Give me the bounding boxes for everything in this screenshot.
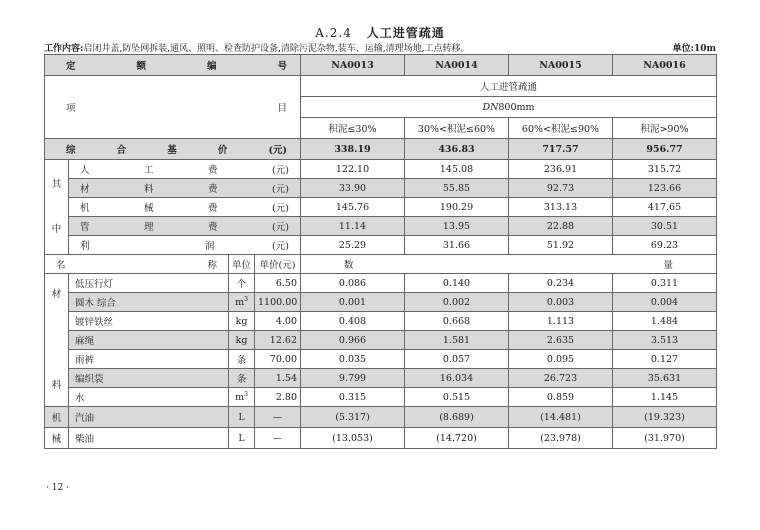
breakdown-value: 22.88 (509, 217, 613, 236)
breakdown-value: 92.73 (509, 179, 613, 198)
breakdown-row (45, 160, 717, 179)
material-unit-cell (229, 293, 255, 312)
work-content-text: 启闭井盖,防坠网拆装,通风、照明、检查防护设备,清除污泥杂物,装车、运输,清理场地,工点转移。 (83, 44, 470, 54)
base-price-label: 综 合 基 价 (元) (66, 145, 287, 156)
machinery-name: 柴油 (69, 428, 229, 449)
breakdown-value: 145.76 (301, 198, 405, 217)
group-char-top: 其 (51, 178, 62, 190)
material-row (45, 388, 717, 407)
base-price-value: 436.83 (405, 139, 509, 160)
breakdown-label: 人 工 费 (元) (80, 165, 289, 176)
dn-suffix: 800mm (498, 101, 535, 113)
breakdown-label: 材 料 费 (元) (80, 184, 289, 195)
material-unit: 个 (229, 274, 255, 293)
machinery-price: — (255, 407, 301, 428)
breakdown-value: 33.90 (301, 179, 405, 198)
page-number: · 12 · (46, 483, 69, 493)
breakdown-row (45, 198, 717, 217)
material-qty: 0.095 (509, 350, 613, 369)
material-row (45, 350, 717, 369)
breakdown-value: 69.23 (613, 236, 717, 255)
name-header-cell (45, 255, 229, 274)
material-row (45, 293, 717, 312)
material-group-cell (45, 274, 69, 407)
breakdown-value: 30.51 (613, 217, 717, 236)
material-qty: 0.035 (301, 350, 405, 369)
work-content (44, 41, 470, 54)
material-qty: 1.113 (509, 312, 613, 331)
breakdown-value: 122.10 (301, 160, 405, 179)
breakdown-label-cell (69, 160, 301, 179)
machinery-qty: (13.053) (301, 428, 405, 449)
material-unit: kg (229, 331, 255, 350)
material-price: 1.54 (255, 369, 301, 388)
condition-cell: 30%<积泥≤60% (405, 118, 509, 139)
breakdown-value: 190.29 (405, 198, 509, 217)
item-label-cell (45, 76, 301, 139)
unit-price-header: 单价(元) (255, 255, 301, 274)
material-qty: 0.668 (405, 312, 509, 331)
material-qty: 2.635 (509, 331, 613, 350)
group-char-top: 材 (51, 288, 62, 300)
material-qty: 0.002 (405, 293, 509, 312)
work-content-line (44, 41, 716, 54)
condition-cell: 积泥>90% (613, 118, 717, 139)
breakdown-label-cell (69, 217, 301, 236)
condition-cell: 60%<积泥≤90% (509, 118, 613, 139)
machinery-unit: L (229, 428, 255, 449)
unit-superscript: 3 (244, 390, 248, 398)
material-qty: 1.145 (613, 388, 717, 407)
code-cell: NA0016 (613, 55, 717, 76)
work-content-label: 工作内容: (44, 44, 84, 54)
category-cell: 人工进管疏通 (301, 76, 717, 97)
machinery-qty: (8.689) (405, 407, 509, 428)
machinery-row (45, 407, 717, 428)
breakdown-value: 51.92 (509, 236, 613, 255)
code-cell: NA0013 (301, 55, 405, 76)
base-price-value: 338.19 (301, 139, 405, 160)
material-price: 6.50 (255, 274, 301, 293)
category-row (45, 76, 717, 97)
breakdown-value: 31.66 (405, 236, 509, 255)
quota-table (44, 54, 717, 449)
machinery-qty: (31.970) (613, 428, 717, 449)
breakdown-value: 417.65 (613, 198, 717, 217)
section-name: 人工进管疏通 (366, 26, 445, 40)
resource-header-row (45, 255, 717, 274)
material-qty: 0.057 (405, 350, 509, 369)
item-label: 项 目 (66, 103, 287, 114)
base-price-value: 717.57 (509, 139, 613, 160)
unit-header: 单位 (229, 255, 255, 274)
code-cell: NA0015 (509, 55, 613, 76)
breakdown-value: 236.91 (509, 160, 613, 179)
machinery-group-bottom: 械 (45, 428, 69, 449)
material-qty: 0.859 (509, 388, 613, 407)
material-row (45, 331, 717, 350)
material-name: 水 (69, 388, 229, 407)
breakdown-label: 管 理 费 (元) (80, 222, 289, 233)
material-qty: 26.723 (509, 369, 613, 388)
breakdown-value: 13.95 (405, 217, 509, 236)
machinery-qty: (14.481) (509, 407, 613, 428)
material-qty: 0.086 (301, 274, 405, 293)
machinery-row (45, 428, 717, 449)
material-qty: 35.631 (613, 369, 717, 388)
breakdown-value: 123.66 (613, 179, 717, 198)
code-row (45, 55, 717, 76)
name-header: 名 称 (56, 260, 217, 271)
breakdown-label-cell (69, 198, 301, 217)
breakdown-group-cell (45, 160, 69, 255)
material-qty: 0.001 (301, 293, 405, 312)
quantity-header: 数 量 (344, 260, 673, 271)
code-label: 定 额 编 号 (66, 61, 287, 72)
unit-superscript: 3 (244, 295, 248, 303)
material-qty: 0.311 (613, 274, 717, 293)
material-unit: 条 (229, 350, 255, 369)
material-qty: 0.003 (509, 293, 613, 312)
section-title (0, 24, 760, 41)
material-qty: 0.315 (301, 388, 405, 407)
breakdown-value: 25.29 (301, 236, 405, 255)
machinery-qty: (14.720) (405, 428, 509, 449)
material-qty: 0.408 (301, 312, 405, 331)
base-price-row (45, 139, 717, 160)
machinery-group-top: 机 (45, 407, 69, 428)
base-price-value: 956.77 (613, 139, 717, 160)
group-char-bottom: 料 (51, 379, 62, 391)
breakdown-row (45, 217, 717, 236)
material-qty: 0.127 (613, 350, 717, 369)
material-qty: 16.034 (405, 369, 509, 388)
diameter-cell (301, 97, 717, 118)
material-price: 70.00 (255, 350, 301, 369)
material-row (45, 369, 717, 388)
code-cell: NA0014 (405, 55, 509, 76)
material-qty: 1.484 (613, 312, 717, 331)
material-qty: 3.513 (613, 331, 717, 350)
base-price-label-cell (45, 139, 301, 160)
breakdown-value: 313.13 (509, 198, 613, 217)
material-unit-cell (229, 388, 255, 407)
material-qty: 1.581 (405, 331, 509, 350)
breakdown-label: 机 械 费 (元) (80, 203, 289, 214)
breakdown-row (45, 179, 717, 198)
material-unit: m (235, 297, 245, 309)
breakdown-label-cell (69, 179, 301, 198)
material-qty: 0.140 (405, 274, 509, 293)
material-unit: m (235, 392, 245, 404)
material-unit: 条 (229, 369, 255, 388)
material-price: 1100.00 (255, 293, 301, 312)
material-name: 雨裤 (69, 350, 229, 369)
material-qty: 9.799 (301, 369, 405, 388)
machinery-qty: (23.978) (509, 428, 613, 449)
material-qty: 0.966 (301, 331, 405, 350)
material-row (45, 274, 717, 293)
breakdown-label: 利 润 (元) (80, 241, 289, 252)
material-name: 镀锌铁丝 (69, 312, 229, 331)
section-number: A.2.4 (315, 26, 352, 40)
material-name: 低压行灯 (69, 274, 229, 293)
material-qty: 0.004 (613, 293, 717, 312)
breakdown-row (45, 236, 717, 255)
material-name: 麻绳 (69, 331, 229, 350)
quantity-header-cell (301, 255, 717, 274)
breakdown-value: 55.85 (405, 179, 509, 198)
material-qty: 0.515 (405, 388, 509, 407)
condition-cell: 积泥≤30% (301, 118, 405, 139)
group-char-bottom: 中 (51, 224, 62, 236)
breakdown-value: 315.72 (613, 160, 717, 179)
material-qty: 0.234 (509, 274, 613, 293)
material-price: 2.80 (255, 388, 301, 407)
breakdown-value: 11.14 (301, 217, 405, 236)
machinery-unit: L (229, 407, 255, 428)
material-row (45, 312, 717, 331)
material-price: 4.00 (255, 312, 301, 331)
material-price: 12.62 (255, 331, 301, 350)
machinery-qty: (5.317) (301, 407, 405, 428)
code-label-cell (45, 55, 301, 76)
breakdown-label-cell (69, 236, 301, 255)
machinery-qty: (19.323) (613, 407, 717, 428)
material-name: 圆木 综合 (69, 293, 229, 312)
dn-prefix: DN (482, 101, 499, 113)
machinery-price: — (255, 428, 301, 449)
machinery-name: 汽油 (69, 407, 229, 428)
material-name: 编织袋 (69, 369, 229, 388)
breakdown-value: 145.08 (405, 160, 509, 179)
material-unit: kg (229, 312, 255, 331)
unit-note: 单位:10m (672, 44, 716, 54)
